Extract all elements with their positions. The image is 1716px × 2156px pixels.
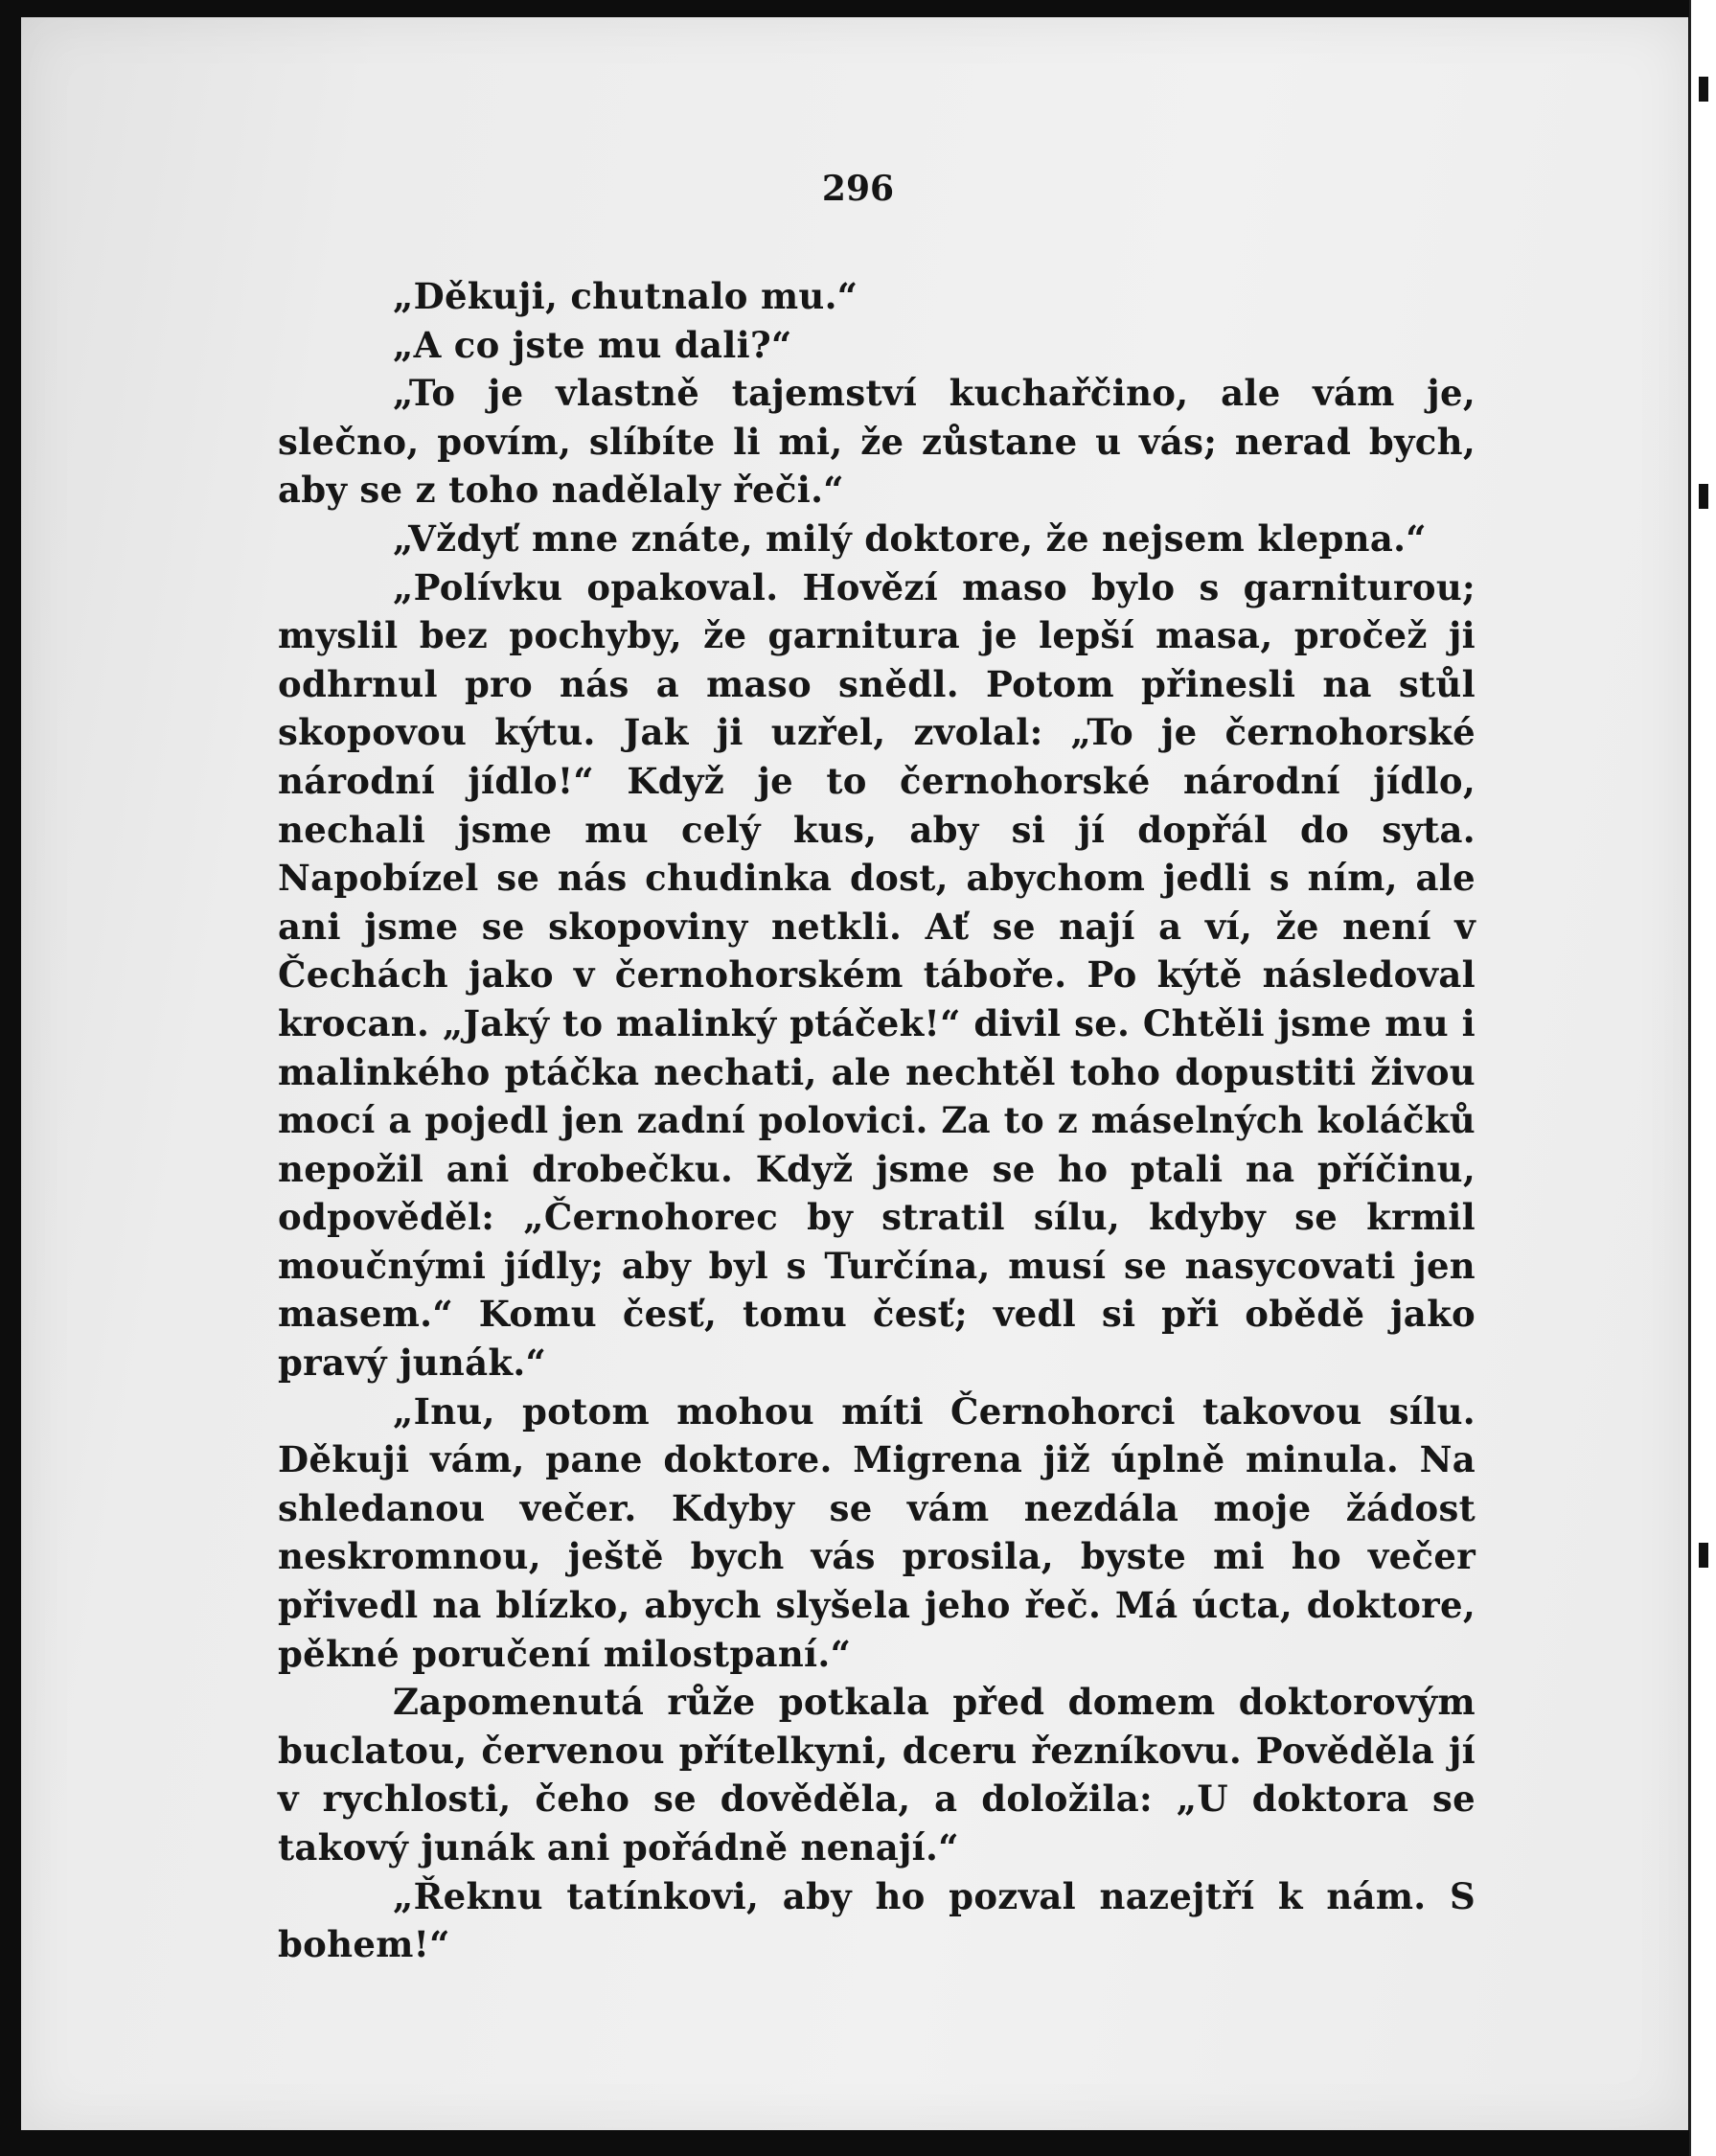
binding-mark xyxy=(1699,1543,1708,1568)
paragraph: Zapomenutá růže potkala před domem doktorovým buclatou, červenou přítelkyni, dceru řezníkovu. Pověděla jí v rychlosti, čeho se dověděla, a doložila: „U doktora se takový junák ani pořádně nenají.“ xyxy=(278,1681,1476,1869)
paragraph: „Inu, potom mohou míti Černohorci takovou sílu. Děkuji vám, pane doktore. Migrena již úplně minula. Na shledanou večer. Kdyby se vám nezdála moje žádost neskromnou, ještě bych vás prosila, byste mi ho večer přivedl na blízko, abych slyšela jeho řeč. Má úcta, doktore, pěkné poručení milostpaní.“ xyxy=(278,1389,1476,1675)
paragraph: „A co jste mu dali?“ xyxy=(393,323,792,366)
binding-mark xyxy=(1699,484,1708,509)
paragraph: „Polívku opakoval. Hovězí maso bylo s garniturou; myslil bez pochyby, že garnitura je lepší masa, pročež ji odhrnul pro nás a maso snědl. Potom přinesli na stůl skopovou kýtu. Jak ji uzřel, zvolal: „To je černohorské národní jídlo!“ Když je to černohorské národní jídlo, nechali jsme mu celý kus, aby si jí dopřál do syta. Napobízel se nás chudinka dost, abychom jedli s ním, ale ani jsme se skopoviny netkli. Ať se nají a ví, že není v Čechách jako v černohorském táboře. Po kýtě následoval krocan. „Jaký to malinký ptáček!“ divil se. Chtěli jsme mu i malinkého ptáčka nechati, ale nechtěl toho dopustiti živou mocí a pojedl jen zadní polovici. Za to z máselných koláčků nepožil ani drobečku. Když jsme se ho ptali na příčinu, odpověděl: „Černohorec by stratil sílu, kdyby se krmil moučnými jídly; aby byl s Turčína, musí se nasycovati jen masem.“ Komu česť, tomu česť; vedl si při obědě jako pravý junák.“ xyxy=(278,565,1476,1385)
paragraph: „Děkuji, chutnalo mu.“ xyxy=(393,275,858,317)
page-number: 296 xyxy=(821,169,895,209)
paragraph: „To je vlastně tajemství kuchařčino, ale vám je, slečno, povím, slíbíte li mi, že zůstane u vás; nerad bych, aby se z toho nadělaly řeči.“ xyxy=(278,372,1476,512)
page-edge-strip xyxy=(1689,0,1716,2156)
paragraph: „Řeknu tatínkovi, aby ho pozval nazejtří k nám. S bohem!“ xyxy=(278,1874,1476,1966)
body-text xyxy=(278,272,1476,1969)
paragraph: „Vždyť mne znáte, milý doktore, že nejsem klepna.“ xyxy=(393,516,1427,560)
binding-mark xyxy=(1699,77,1708,102)
